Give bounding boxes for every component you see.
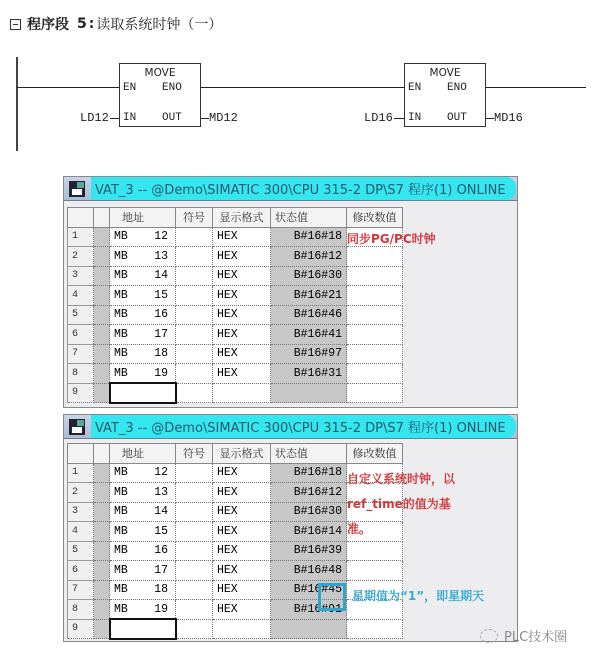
table-row[interactable]: 6 MB 17 HEX B#16#48 <box>68 561 403 581</box>
window-title: VAT_3 -- @Demo\SIMATIC 300\CPU 315-2 DP\S7 程序(1) ONLINE <box>91 415 516 438</box>
vat-table-icon <box>69 181 85 197</box>
table-row[interactable]: 2 MB 13 HEX B#16#12 <box>68 247 403 267</box>
table-row[interactable]: 7 MB 18 HEX B#16#45 <box>68 580 403 600</box>
annotation-sync-clock: 同步PG/PC时钟 <box>347 232 436 246</box>
annotation-weekday: 星期值为“1”，即星期天 <box>352 589 485 603</box>
table-row[interactable]: 4 MB 15 HEX B#16#21 <box>68 286 403 306</box>
network-header <box>10 14 222 34</box>
table-row[interactable]: 9 <box>68 383 403 403</box>
table-row[interactable]: 9 <box>68 619 403 639</box>
address-input[interactable] <box>110 619 176 639</box>
weekday-highlight-box <box>318 583 346 611</box>
vat-window-2 <box>63 414 518 642</box>
col-modify-value[interactable]: 修改数值 <box>347 208 403 228</box>
in-operand-2[interactable]: LD16 <box>364 111 393 125</box>
table-row[interactable]: 5 MB 16 HEX B#16#46 <box>68 305 403 325</box>
out-operand-2[interactable]: MD16 <box>494 111 523 125</box>
in-operand-1[interactable]: LD12 <box>80 111 109 125</box>
window-titlebar[interactable] <box>64 415 517 439</box>
network-title: 读取系统时钟（一） <box>96 17 223 33</box>
col-address[interactable]: 地址 <box>110 444 176 464</box>
table-row[interactable]: 3 MB 14 HEX B#16#30 <box>68 502 403 522</box>
move-block-2[interactable]: MOVE EN ENO IN OUT <box>404 63 486 127</box>
table-row[interactable]: 8 MB 19 HEX B#16#91 <box>68 600 403 620</box>
move-block-1[interactable]: MOVE EN ENO IN OUT <box>119 63 201 127</box>
out-wire-1 <box>201 118 209 119</box>
annotation-custom-clock: 自定义系统时钟，以 ref_time的值为基 准。 <box>347 472 456 536</box>
rung-wire-end <box>486 87 586 88</box>
pin-out: OUT <box>447 112 467 124</box>
pin-eno: ENO <box>447 82 467 94</box>
pin-in: IN <box>408 112 422 124</box>
in-wire-2 <box>394 118 404 119</box>
rung-wire-mid <box>201 87 404 88</box>
table-row[interactable]: 1 MB 12 HEX B#16#18 <box>68 227 403 247</box>
rung-wire <box>17 87 119 88</box>
col-symbol[interactable]: 符号 <box>176 444 213 464</box>
col-status-value[interactable]: 状态值 <box>271 208 347 228</box>
table-row[interactable]: 1 MB 12 HEX B#16#18 <box>68 463 403 483</box>
col-modify-value[interactable]: 修改数值 <box>347 444 403 464</box>
wechat-icon <box>480 629 498 643</box>
watermark: PLC技术圈 <box>480 626 567 645</box>
collapse-box-icon[interactable] <box>10 19 21 30</box>
col-symbol[interactable]: 符号 <box>176 208 213 228</box>
col-display-format[interactable]: 显示格式 <box>213 444 271 464</box>
table-row[interactable]: 8 MB 19 HEX B#16#31 <box>68 364 403 384</box>
vat-table-icon <box>69 419 85 435</box>
row-flag-icon <box>94 208 110 228</box>
network-label: 程序段 <box>27 17 69 33</box>
table-row[interactable]: 5 MB 16 HEX B#16#39 <box>68 541 403 561</box>
row-flag-icon <box>94 444 110 464</box>
window-title: VAT_3 -- @Demo\SIMATIC 300\CPU 315-2 DP\S7 程序(1) ONLINE <box>91 177 516 200</box>
corner-cell <box>68 444 94 464</box>
table-row[interactable]: 2 MB 13 HEX B#16#12 <box>68 483 403 503</box>
col-display-format[interactable]: 显示格式 <box>213 208 271 228</box>
col-status-value[interactable]: 状态值 <box>271 444 347 464</box>
window-titlebar[interactable] <box>64 177 517 201</box>
power-rail <box>16 57 18 151</box>
col-address[interactable]: 地址 <box>110 208 176 228</box>
table-row[interactable]: 6 MB 17 HEX B#16#41 <box>68 325 403 345</box>
out-operand-1[interactable]: MD12 <box>209 111 238 125</box>
pin-out: OUT <box>162 112 182 124</box>
address-input[interactable] <box>110 383 176 403</box>
pin-in: IN <box>123 112 137 124</box>
table-row[interactable]: 3 MB 14 HEX B#16#30 <box>68 266 403 286</box>
table-row[interactable]: 7 MB 18 HEX B#16#97 <box>68 344 403 364</box>
out-wire-2 <box>486 118 494 119</box>
table-row[interactable]: 4 MB 15 HEX B#16#14 <box>68 522 403 542</box>
table-header-row <box>68 208 403 228</box>
corner-cell <box>68 208 94 228</box>
pin-en: EN <box>123 82 137 94</box>
network-number: 5 <box>77 16 87 32</box>
table-header-row <box>68 444 403 464</box>
network-separator: : <box>88 16 95 32</box>
pin-en: EN <box>408 82 422 94</box>
in-wire-1 <box>110 118 119 119</box>
vat-window-1 <box>63 176 518 408</box>
pin-eno: ENO <box>162 82 182 94</box>
